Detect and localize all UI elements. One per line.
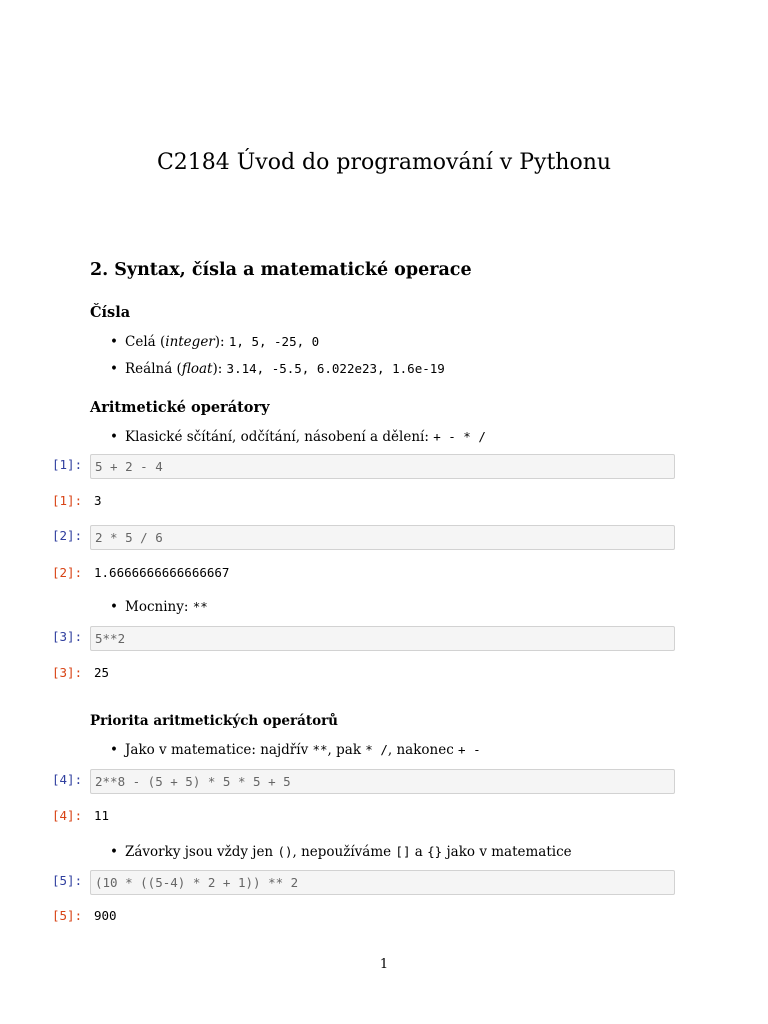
cell-output: 3 bbox=[94, 493, 102, 508]
classic-ops-text: Klasické sčítání, odčítání, násobení a dělení: bbox=[125, 429, 434, 445]
float-suffix: ): bbox=[212, 361, 227, 377]
priority-text: , pak bbox=[327, 742, 366, 758]
priority-bullet bbox=[110, 741, 481, 759]
integer-term: integer bbox=[165, 334, 215, 350]
cell-output: 11 bbox=[94, 808, 110, 823]
input-prompt: [1]: bbox=[52, 457, 83, 472]
input-prompt: [4]: bbox=[52, 772, 83, 787]
classic-ops-bullet bbox=[110, 428, 486, 446]
integer-bullet bbox=[110, 333, 319, 351]
float-values: 3.14, -5.5, 6.022e23, 1.6e-19 bbox=[226, 361, 445, 376]
float-prefix: Reálná ( bbox=[125, 361, 182, 377]
priority-text: , nakonec bbox=[387, 742, 459, 758]
output-prompt: [5]: bbox=[52, 908, 83, 923]
numbers-heading: Čísla bbox=[90, 304, 131, 321]
priority-op: ** bbox=[312, 742, 328, 757]
brackets-op: () bbox=[277, 844, 293, 859]
integer-suffix: ): bbox=[214, 334, 229, 350]
bullet-dot: • bbox=[110, 599, 118, 615]
brackets-op: {} bbox=[427, 844, 443, 859]
priority-heading: Priorita aritmetických operátorů bbox=[90, 713, 338, 729]
output-prompt: [4]: bbox=[52, 808, 83, 823]
bullet-dot: • bbox=[110, 844, 118, 860]
brackets-op: [] bbox=[395, 844, 411, 859]
priority-op: + - bbox=[458, 742, 481, 757]
cell-output: 25 bbox=[94, 665, 110, 680]
power-bullet bbox=[110, 598, 208, 616]
integer-values: 1, 5, -25, 0 bbox=[228, 334, 320, 349]
code-cell[interactable]: 5**2 bbox=[90, 626, 675, 651]
cell-output: 1.6666666666666667 bbox=[94, 565, 230, 580]
section-title: Syntax, čísla a matematické operace bbox=[114, 260, 472, 280]
output-prompt: [1]: bbox=[52, 493, 83, 508]
float-term: float bbox=[181, 361, 213, 377]
float-bullet bbox=[110, 360, 445, 378]
priority-text: Jako v matematice: najdřív bbox=[125, 742, 313, 758]
document-title: C2184 Úvod do programování v Pythonu bbox=[156, 150, 612, 175]
classic-ops-code: + - * / bbox=[433, 429, 486, 444]
brackets-bullet bbox=[110, 843, 572, 861]
section-number: 2. bbox=[90, 260, 109, 280]
code-cell[interactable]: 5 + 2 - 4 bbox=[90, 454, 675, 479]
priority-op: * / bbox=[365, 742, 388, 757]
page-number: 1 bbox=[379, 957, 389, 972]
input-prompt: [5]: bbox=[52, 873, 83, 888]
bullet-dot: • bbox=[110, 361, 118, 377]
brackets-text: , nepoužíváme bbox=[292, 844, 396, 860]
code-cell[interactable]: 2**8 - (5 + 5) * 5 * 5 + 5 bbox=[90, 769, 675, 794]
brackets-text: a bbox=[410, 844, 428, 860]
power-text: Mocniny: bbox=[125, 599, 193, 615]
bullet-dot: • bbox=[110, 334, 118, 350]
integer-prefix: Celá ( bbox=[125, 334, 166, 350]
bullet-dot: • bbox=[110, 742, 118, 758]
cell-output: 900 bbox=[94, 908, 117, 923]
brackets-text: Závorky jsou vždy jen bbox=[125, 844, 278, 860]
input-prompt: [3]: bbox=[52, 629, 83, 644]
arithmetic-heading: Aritmetické operátory bbox=[90, 399, 270, 416]
input-prompt: [2]: bbox=[52, 528, 83, 543]
section-heading bbox=[90, 260, 472, 280]
power-code: ** bbox=[192, 599, 208, 614]
output-prompt: [3]: bbox=[52, 665, 83, 680]
code-cell[interactable]: (10 * ((5-4) * 2 + 1)) ** 2 bbox=[90, 870, 675, 895]
bullet-dot: • bbox=[110, 429, 118, 445]
brackets-text: jako v matematice bbox=[442, 844, 572, 860]
output-prompt: [2]: bbox=[52, 565, 83, 580]
code-cell[interactable]: 2 * 5 / 6 bbox=[90, 525, 675, 550]
